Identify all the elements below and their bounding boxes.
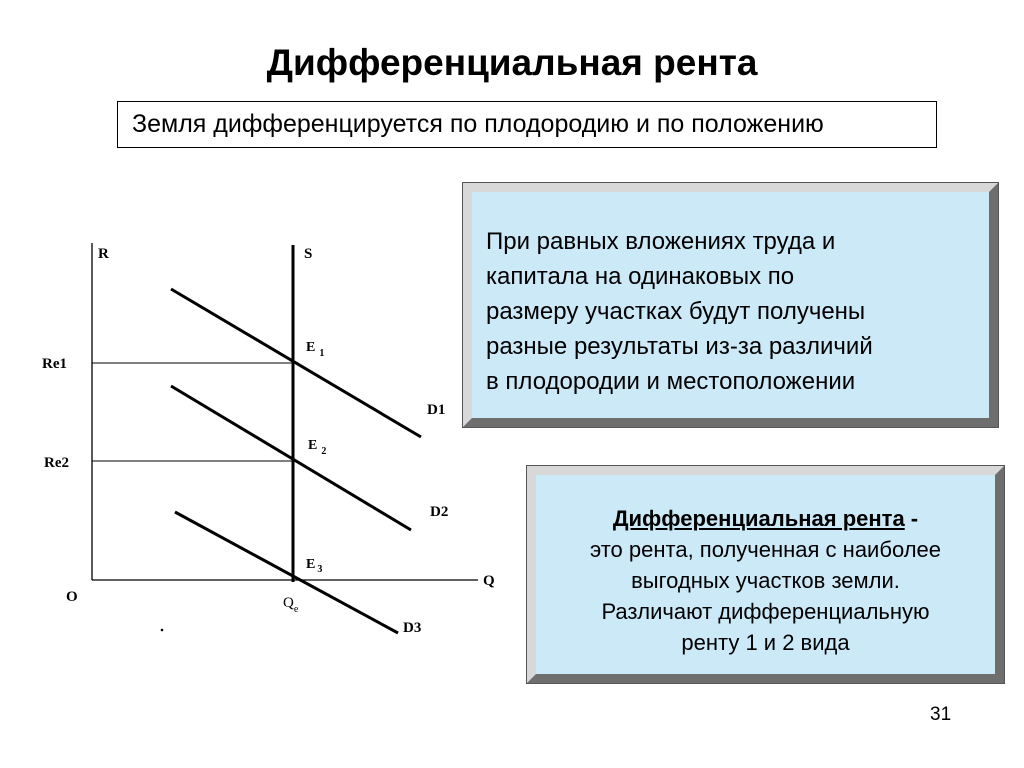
label-d3: D3 bbox=[403, 620, 422, 636]
subtitle-text: Земля дифференцируется по плодородию и по положению bbox=[132, 110, 824, 138]
definition-heading bbox=[536, 503, 995, 534]
page-number: 31 bbox=[930, 704, 952, 725]
panel-1-line: размеру участках будут получены bbox=[486, 298, 866, 325]
panel-2-text bbox=[536, 503, 995, 658]
panel-1-text bbox=[486, 224, 873, 399]
axis-label-q: Q bbox=[483, 573, 495, 589]
panel-2-line: выгодных участков земли. bbox=[631, 568, 900, 593]
label-d1: D1 bbox=[427, 402, 446, 418]
panel-1-line: При равных вложениях труда и bbox=[486, 228, 836, 255]
panel-2-line: это рента, полученная с наиболее bbox=[589, 537, 942, 562]
demand-line-d3 bbox=[175, 512, 398, 633]
panel-1-line: капитала на одинаковых по bbox=[486, 263, 795, 290]
label-re2: Re2 bbox=[44, 455, 69, 471]
label-qe: $Q_e$ bbox=[283, 595, 299, 615]
label-e2: E $_2$ bbox=[308, 438, 327, 457]
page-title: Дифференциальная рента bbox=[266, 42, 758, 83]
panel-1-line: разные результаты из-за различий bbox=[486, 333, 873, 360]
definition-dash: - bbox=[904, 506, 919, 531]
label-d2: D2 bbox=[430, 504, 449, 520]
axis-label-r: R bbox=[98, 246, 109, 262]
label-re1: Re1 bbox=[42, 356, 67, 372]
label-e3: E $_3$ bbox=[306, 557, 323, 575]
info-panel-definition bbox=[527, 466, 1004, 683]
panel-2-line: ренту 1 и 2 вида bbox=[681, 630, 850, 655]
info-panel-equal-investment bbox=[463, 183, 998, 427]
stray-dot bbox=[161, 629, 164, 632]
definition-term: Дифференциальная рента bbox=[612, 506, 905, 531]
label-origin: O bbox=[66, 589, 78, 605]
panel-1-line: в плодородии и местоположении bbox=[486, 368, 856, 395]
panel-2-line: Различают дифференциальную bbox=[601, 599, 930, 624]
label-e1: E $_1$ bbox=[306, 340, 325, 359]
demand-line-d2 bbox=[171, 386, 411, 530]
axis-label-s: S bbox=[304, 246, 313, 262]
